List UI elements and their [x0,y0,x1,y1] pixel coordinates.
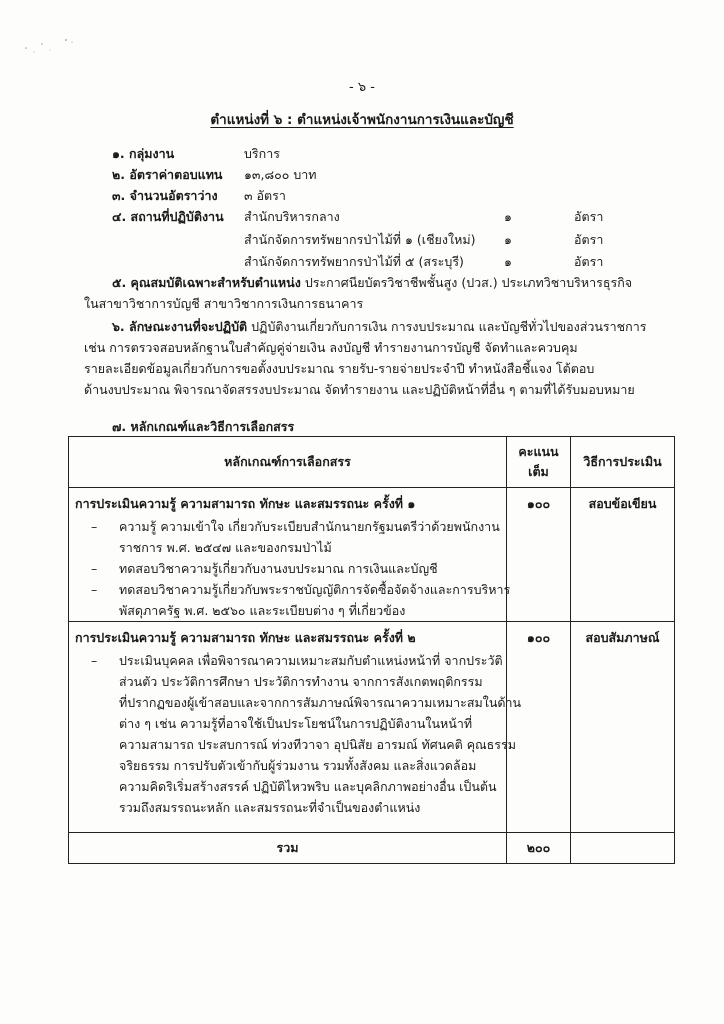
header-method: วิธีการประเมิน [571,437,675,488]
workplace-name: สำนักจัดการทรัพยากรป่าไม้ที่ ๑ (เชียงใหม่) [244,232,476,247]
page-number: - ๖ - [349,80,375,95]
info-label: ๒. อัตราค่าตอบแทน [112,167,223,182]
selection-criteria-table [68,436,675,864]
round-1-criteria [69,488,511,622]
round-1-item: – ทดสอบวิชาความรู้เกี่ยวกับงานงบประมาณ การเงินและบัญชี [91,561,438,576]
info-value: ๓ อัตรา [244,188,286,203]
info-label: ๔. สถานที่ปฏิบัติงาน [112,209,224,224]
workplace-unit: อัตรา [574,254,604,269]
job-description-text: ปฏิบัติงานเกี่ยวกับการเงิน การงบประมาณ และบัญชีทั่วไปของส่วนราชการ [251,319,647,334]
job-description-label: ๖. ลักษณะงานที่จะปฏิบัติ [112,319,248,334]
round-2-item: – ประเมินบุคคล เพื่อพิจารณาความเหมาะสมกับตำแหน่งหน้าที่ จากประวัติ ส่วนตัว ประวัติการศึกษา ประวัติการทำงาน จากการสังเกตพฤติกรรม ที่ปรากฏของผู้เข้าสอบและจากการสัมภาษณ์พิจารณาความเหมาะสมในด้าน ต่าง ๆ เช่น ความรู้ที่อาจใช้เป็นประโยชน์ในการปฏิบัติงานในหน้าที่ ความสามารถ ประสบการณ์ ท่วงทีวาจา อุปนิสัย อารมณ์ ทัศนคติ คุณธรรม จริยธรรม การปรับตัวเข้ากับผู้ร่วมงาน รวมทั้งสังคม และสิ่งแวดล้อม ความคิดริเริ่มสร้างสรรค์ ปฏิบัติไหวพริบ และบุคลิกภาพอย่างอื่น เป็นต้น รวมถึงสมรรถนะหลัก และสมรรถนะที่จำเป็นของตำแหน่ง [91,653,522,815]
qualification-section [84,272,670,314]
job-description-text: รายละเอียดข้อมูลเกี่ยวกับการขอตั้งงบประมาณ รายรับ-รายจ่ายประจำปี ทำหนังสือชี้แจง โต้ตอบ [84,361,595,376]
workplace-row [0,252,724,272]
job-description-text: ด้านงบประมาณ พิจารณาจัดสรรงบประมาณ จัดทำรายงาน และปฏิบัติหน้าที่อื่น ๆ ตามที่ได้รับมอบหมาย [84,382,635,397]
info-value: ๑๓,๘๐๐ บาท [244,167,317,182]
workplace-name: สำนักจัดการทรัพยากรป่าไม้ที่ ๕ (สระบุรี) [244,254,464,269]
round-2-method: สอบสัมภาษณ์ [571,622,675,833]
qualification-label: ๕. คุณสมบัติเฉพาะสำหรับตำแหน่ง [112,275,301,290]
workplace-row [0,230,724,250]
table-header-row [69,437,675,488]
round-1-method: สอบข้อเขียน [571,488,675,622]
total-label: รวม [69,833,507,864]
job-description-text: เช่น การตรวจสอบหลักฐานใบสำคัญคู่จ่ายเงิน ลงบัญชี ทำรายงานการบัญชี จัดทำและควบคุม [84,340,578,355]
round-2-score: ๑๐๐ [507,622,571,833]
info-label: ๑. กลุ่มงาน [112,146,175,161]
table-row-round-2 [69,622,675,833]
workplace-name: สำนักบริหารกลาง [244,209,340,224]
position-title: ตำแหน่งที่ ๖ : ตำแหน่งเจ้าพนักงานการเงินและบัญชี [210,112,514,128]
header-score: คะแนน เต็ม [507,437,571,488]
workplace-unit: อัตรา [574,209,604,224]
round-2-title: การประเมินความรู้ ความสามารถ ทักษะ และสมรรถนะ ครั้งที่ ๒ [75,630,416,645]
info-label: ๓. จำนวนอัตราว่าง [112,188,218,203]
round-2-criteria [69,622,522,833]
qualification-text: ประกาศนียบัตรวิชาชีพชั้นสูง (ปวส.) ประเภทวิชาบริหารธุรกิจ [304,275,633,290]
table-total-row [69,833,675,864]
round-1-item: – ความรู้ ความเข้าใจ เกี่ยวกับระเบียบสำนักนายกรัฐมนตรีว่าด้วยพนักงาน ราชการ พ.ศ. ๒๕๔๗ และของกรมป่าไม้ [91,519,500,555]
round-1-score: ๑๐๐ [507,488,571,622]
job-description-section [84,316,670,400]
selection-criteria-heading: ๗. หลักเกณฑ์และวิธีการเลือกสรร [112,419,295,434]
table-row-round-1 [69,488,675,622]
round-1-item: – ทดสอบวิชาความรู้เกี่ยวกับพระราชบัญญัติการจัดซื้อจัดจ้างและการบริหาร พัสดุภาครัฐ พ.ศ. ๒๕๖๐ และระเบียบต่าง ๆ ที่เกี่ยวข้อง [91,582,511,618]
workplace-count: ๑ [504,232,512,247]
total-method-empty [571,833,675,864]
workplace-row [0,207,724,227]
scan-speck-marks [20,30,90,60]
workplace-unit: อัตรา [574,232,604,247]
header-criteria: หลักเกณฑ์การเลือกสรร [69,437,507,488]
info-value: บริการ [244,146,280,161]
total-score: ๒๐๐ [507,833,571,864]
qualification-text: ในสาขาวิชาการบัญชี สาขาวิชาการเงินการธนาคาร [84,296,364,311]
workplace-count: ๑ [504,209,512,224]
round-1-title: การประเมินความรู้ ความสามารถ ทักษะ และสมรรถนะ ครั้งที่ ๑ [75,496,416,511]
workplace-count: ๑ [504,254,512,269]
